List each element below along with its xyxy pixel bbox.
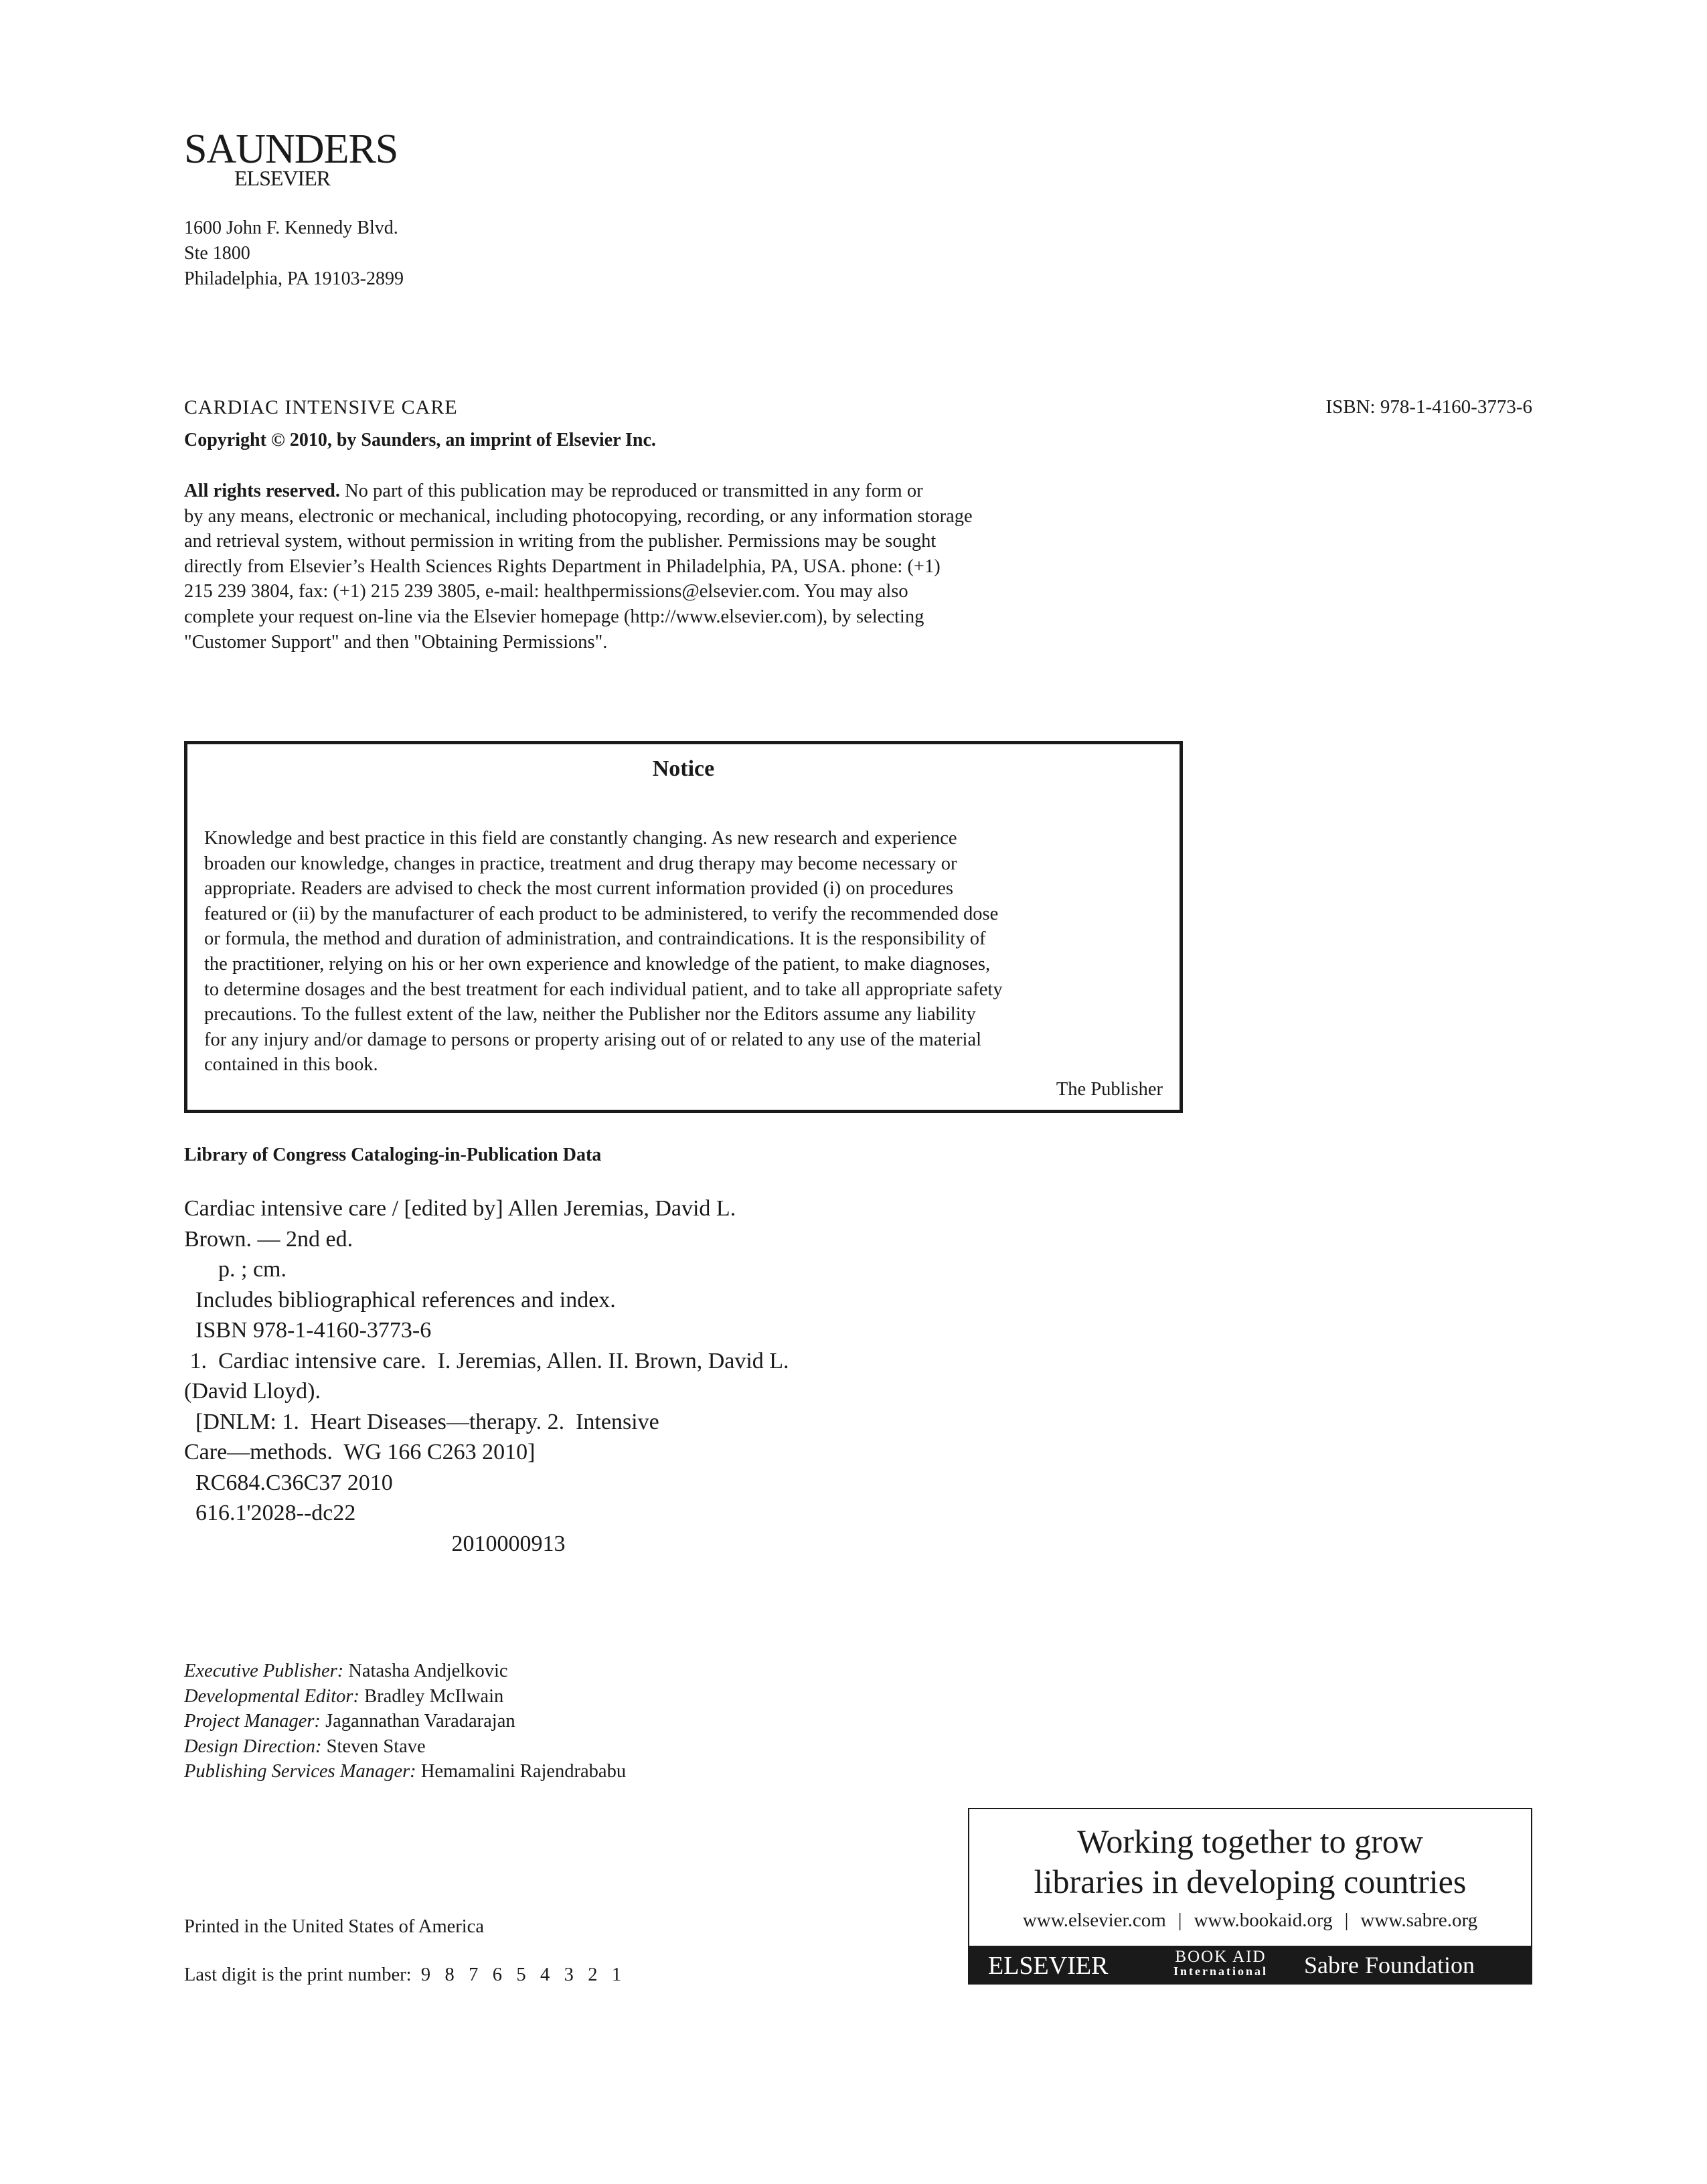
bookaid-logo (1173, 1948, 1268, 1977)
cip-line: p. ; cm. (184, 1257, 287, 1282)
cip-line: Includes bibliographical references and index. (184, 1287, 616, 1313)
cip-line: Brown. — 2nd ed. (184, 1226, 353, 1252)
credit-row (184, 1684, 626, 1709)
link-separator: | (1177, 1910, 1182, 1931)
address-line: 1600 John F. Kennedy Blvd. (184, 218, 398, 238)
credit-role: Developmental Editor: (184, 1685, 359, 1707)
cip-line: ISBN 978-1-4160-3773-6 (184, 1318, 432, 1343)
credit-name: Natasha Andjelkovic (343, 1661, 508, 1681)
cip-record (184, 1193, 789, 1559)
cip-line: 616.1'2028--dc22 (184, 1501, 356, 1525)
credit-row (184, 1759, 626, 1784)
elsevier-logo: ELSEVIER (988, 1952, 1109, 1980)
bookaid-logo-bottom: International (1173, 1964, 1269, 1978)
link-elsevier[interactable]: www.elsevier.com (1022, 1910, 1166, 1931)
credit-name: Jagannathan Varadarajan (320, 1711, 515, 1732)
credit-name: Steven Stave (321, 1736, 426, 1757)
advert-links (969, 1910, 1531, 1932)
rights-paragraph (184, 479, 1135, 655)
publisher-logo-saunders: SAUNDERS (184, 127, 398, 172)
advert-headline: Working together to grow (1077, 1823, 1423, 1860)
link-separator: | (1344, 1910, 1349, 1931)
address-line: Ste 1800 (184, 243, 250, 264)
cip-line: Care—methods. WG 166 C263 2010] (184, 1440, 536, 1464)
cip-line: 1. Cardiac intensive care. I. Jeremias, Allen. II. Brown, David L. (184, 1348, 789, 1373)
link-sabre[interactable]: www.sabre.org (1360, 1910, 1478, 1931)
credit-row (184, 1709, 626, 1734)
notice-line: the practitioner, relying on his or her own experience and knowledge of the patient, to make diagnoses, (204, 953, 991, 975)
credit-role: Publishing Services Manager: (184, 1761, 416, 1782)
rights-line: and retrieval system, without permission in writing from the publisher. Permissions may be sought (184, 531, 937, 552)
printed-in: Printed in the United States of America (184, 1916, 484, 1937)
notice-line: broaden our knowledge, changes in practice, treatment and drug therapy may become necessary or (204, 853, 957, 874)
credit-name: Bradley McIlwain (359, 1685, 504, 1707)
notice-box (184, 741, 1183, 1113)
rights-line: by any means, electronic or mechanical, including photocopying, recording, or any information storage (184, 505, 973, 527)
notice-line: to determine dosages and the best treatment for each individual patient, and to take all appropriate safety (204, 979, 1003, 1000)
cip-line: Cardiac intensive care / [edited by] Allen Jeremias, David L. (184, 1196, 736, 1221)
rights-line (184, 479, 1135, 504)
notice-line: Knowledge and best practice in this field are constantly changing. As new research and experience (204, 828, 957, 849)
notice-signature: The Publisher (1056, 1079, 1163, 1100)
advert-headline: libraries in developing countries (1034, 1863, 1467, 1900)
link-bookaid[interactable]: www.bookaid.org (1194, 1910, 1333, 1931)
cip-heading: Library of Congress Cataloging-in-Publication Data (184, 1145, 602, 1165)
address-line: Philadelphia, PA 19103-2899 (184, 268, 404, 289)
credit-role: Design Direction: (184, 1736, 322, 1757)
rights-line: "Customer Support" and then "Obtaining Permissions". (184, 631, 608, 653)
credit-role: Executive Publisher: (184, 1661, 344, 1681)
credit-row (184, 1659, 626, 1684)
notice-line: precautions. To the fullest extent of the law, neither the Publisher nor the Editors assume any liability (204, 1004, 976, 1025)
rights-line: directly from Elsevier’s Health Sciences Rights Department in Philadelphia, PA, USA. phone: (+1) (184, 556, 941, 577)
notice-line: or formula, the method and duration of administration, and contraindications. It is the responsibility of (204, 928, 986, 950)
cip-line: RC684.C36C37 2010 (184, 1470, 393, 1495)
cip-line: 2010000913 (184, 1531, 566, 1556)
rights-line: 215 239 3804, fax: (+1) 215 239 3805, e-mail: healthpermissions@elsevier.com. You may also (184, 581, 908, 602)
credit-name: Hemamalini Rajendrababu (416, 1761, 627, 1782)
notice-line: for any injury and/or damage to persons or property arising out of or related to any use of the material (204, 1029, 982, 1050)
rights-lead: All rights reserved. (184, 481, 340, 501)
notice-line: appropriate. Readers are advised to check the most current information provided (i) on procedures (204, 878, 954, 900)
sabre-foundation-logo: Sabre Foundation (1304, 1952, 1475, 1979)
rights-text: No part of this publication may be reproduced or transmitted in any form or (339, 481, 923, 501)
bookaid-logo-top: BOOK AID (1175, 1948, 1267, 1966)
publisher-address (184, 216, 404, 292)
publisher-logo-elsevier: ELSEVIER (234, 166, 331, 190)
cip-line: (David Lloyd). (184, 1379, 321, 1404)
notice-line: contained in this book. (204, 1054, 378, 1076)
book-title: CARDIAC INTENSIVE CARE (184, 396, 458, 418)
credit-row (184, 1734, 626, 1760)
notice-title: Notice (652, 756, 715, 781)
notice-body (204, 826, 1168, 1078)
cip-line: [DNLM: 1. Heart Diseases—therapy. 2. Intensive (184, 1409, 659, 1434)
isbn: ISBN: 978-1-4160-3773-6 (1325, 396, 1532, 418)
rights-line: complete your request on-line via the Elsevier homepage (http://www.elsevier.com), by selecting (184, 606, 924, 627)
credit-role: Project Manager: (184, 1711, 321, 1732)
production-credits (184, 1659, 626, 1784)
advert-logo-bar (969, 1946, 1531, 1983)
print-number-line: Last digit is the print number: 9 8 7 6 5 4 3 2 1 (184, 1964, 622, 1985)
notice-line: featured or (ii) by the manufacturer of each product to be administered, to verify the recommended dose (204, 903, 999, 924)
copyright-line: Copyright © 2010, by Saunders, an imprint of Elsevier Inc. (184, 430, 656, 450)
book-aid-advert (968, 1808, 1532, 1985)
